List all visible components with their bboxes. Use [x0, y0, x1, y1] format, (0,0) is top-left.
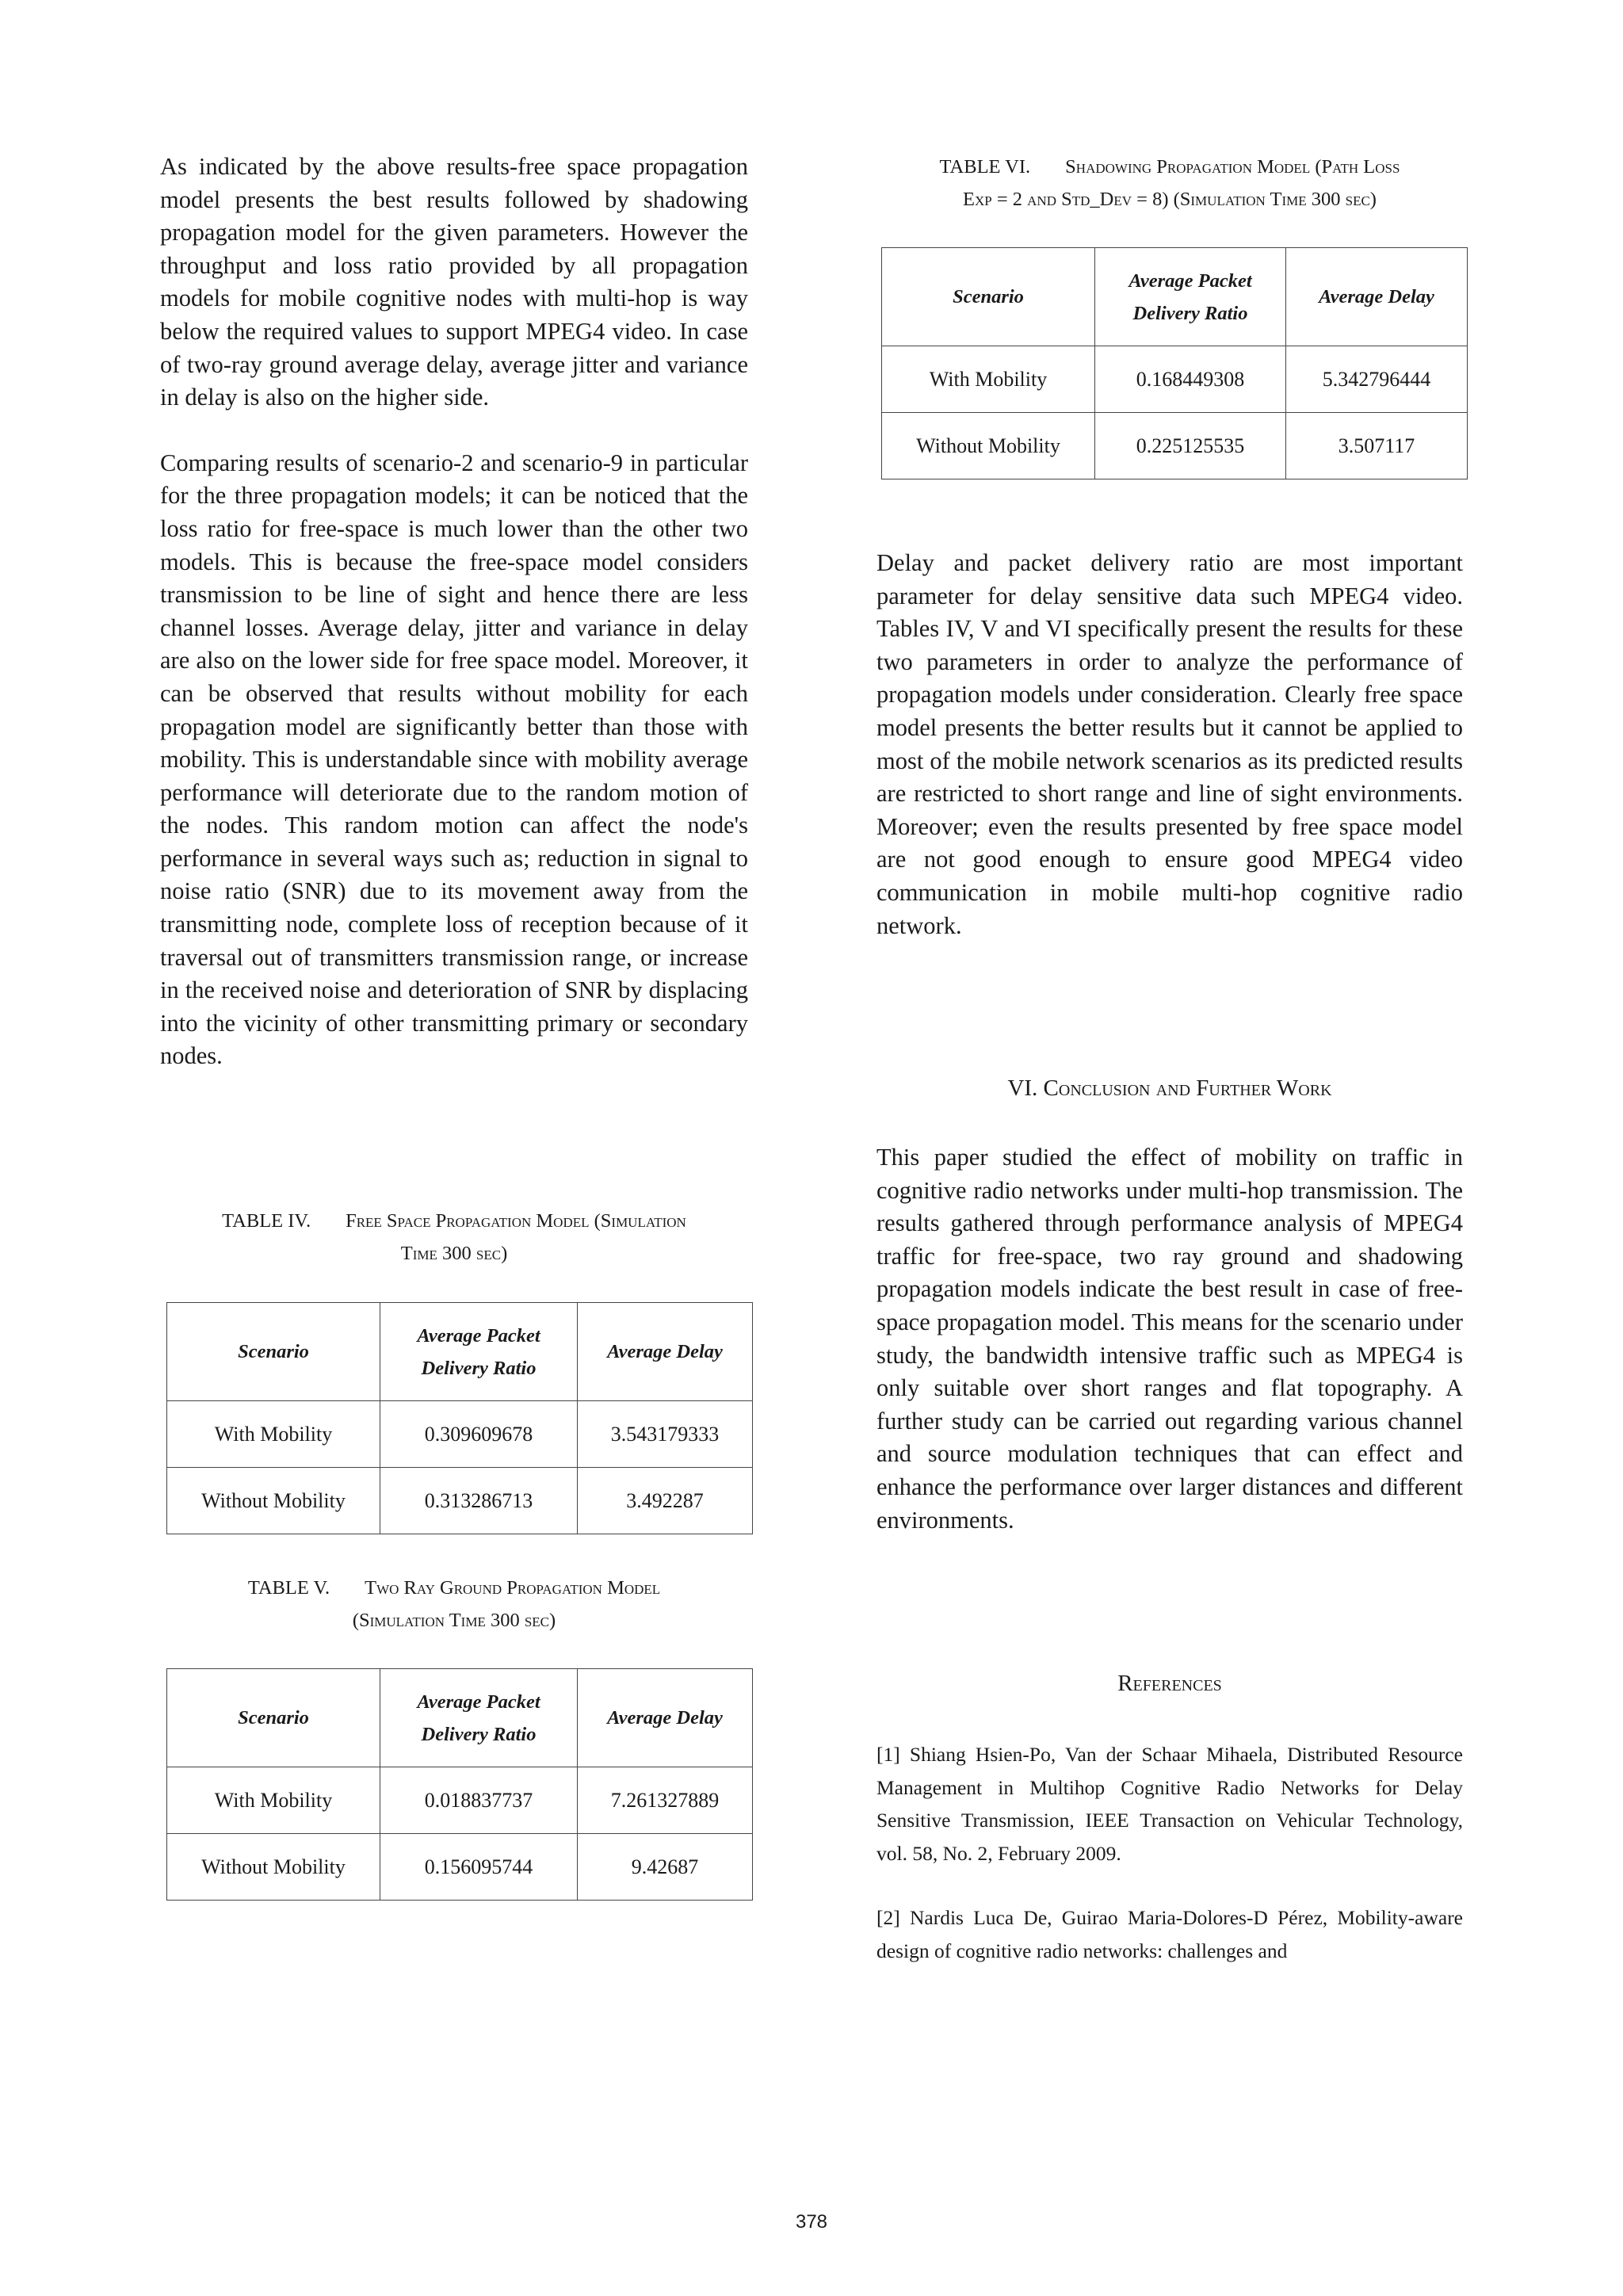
body-paragraph: This paper studied the effect of mobility on traffic in cognitive radio networks under multi-hop transmission. The results gathered through performance analysis of MPEG4 traffic for free-space, two ray ground and shadowing propagation models indicate the best result in case of free-space propagation model. This means for the scenario under study, the bandwidth intensive traffic such as MPEG4 is only suitable over short ranges and flat topography. A further study can be carried out regarding various channel and source modulation techniques that can effect and enhance the performance over larger distances and different environments.	[876, 1144, 1463, 1534]
body-paragraph: As indicated by the above results-free space propagation model presents the best results followed by shadowing propagation model for the given parameters. However the throughput and loss ratio provided by all propagation models for mobile cognitive nodes with multi-hop is way below the required values to support MPEG4 video. In case of two-ray ground average delay, average jitter and variance in delay is also on the higher side.	[160, 153, 748, 411]
table-row	[882, 346, 1468, 413]
table-title: Exp = 2 and Std_Dev = 8) (Simulation Time 300 sec)	[963, 189, 1377, 210]
table-cell: 7.261327889	[578, 1767, 753, 1834]
table-title: Free Space Propagation Model (Simulation	[346, 1210, 686, 1232]
table-cell: Without Mobility	[167, 1834, 380, 1901]
table-title: Shadowing Propagation Model (Path Loss	[1065, 156, 1400, 178]
table-cell: 0.313286713	[380, 1468, 578, 1534]
table-header: Scenario	[167, 1303, 380, 1401]
table-row	[167, 1767, 753, 1834]
references-list	[876, 1738, 1463, 1967]
table-header: Average Delay	[1286, 248, 1468, 346]
references-heading: References	[1117, 1671, 1222, 1696]
table-header: Average Delay	[578, 1303, 753, 1401]
table-6-caption	[876, 151, 1463, 216]
reference-item: [2] Nardis Luca De, Guirao Maria-Dolores-D Pérez, Mobility-aware design of cognitive radio networks: challenges and	[876, 1906, 1463, 1962]
table-cell: 9.42687	[578, 1834, 753, 1901]
table-cell: 0.225125535	[1095, 413, 1286, 479]
table-cell: With Mobility	[882, 346, 1095, 413]
table-cell: 0.018837737	[380, 1767, 578, 1834]
table-title: Time 300 sec)	[400, 1243, 508, 1264]
table-header: Average Delay	[578, 1669, 753, 1767]
body-paragraph: Comparing results of scenario-2 and scenario-9 in particular for the three propagation models; it can be noticed that the loss ratio for free-space is much lower than the other two models. This is because the free-space model considers transmission to be line of sight and hence there are less channel losses. Average delay, jitter and variance in delay are also on the lower side for free space model. Moreover, it can be observed that results without mobility for each propagation model are significantly better than those with mobility. This is understandable since with mobility average performance will deteriorate due to the random motion of the nodes. This random motion can affect the node's performance in several ways such as; reduction in signal to noise ratio (SNR) due to its movement away from the transmitting node, complete loss of reception because of it traversal out of transmitters transmission range, or increase in the received noise and deterioration of SNR by displacing into the vicinity of other transmitting primary or secondary nodes.	[160, 449, 748, 1070]
table-row	[882, 413, 1468, 479]
table-row	[167, 1401, 753, 1468]
right-column-body	[876, 547, 1463, 942]
table-5	[166, 1668, 753, 1901]
table-row	[167, 1468, 753, 1534]
table-cell: 5.342796444	[1286, 346, 1468, 413]
reference-item: [1] Shiang Hsien-Po, Van der Schaar Mihaela, Distributed Resource Management in Multihop Cognitive Radio Networks for Delay Sensitive Transmission, IEEE Transaction on Vehicular Technology, vol. 58, No. 2, February 2009.	[876, 1743, 1463, 1865]
table-title: (Simulation Time 300 sec)	[352, 1610, 556, 1631]
table-cell: Without Mobility	[167, 1468, 380, 1534]
table-5-caption	[160, 1572, 748, 1637]
table-header: Average Packet Delivery Ratio	[1095, 248, 1286, 346]
table-cell: With Mobility	[167, 1767, 380, 1834]
table-cell: 0.168449308	[1095, 346, 1286, 413]
table-label: TABLE IV.	[222, 1210, 311, 1232]
conclusion-section	[876, 1141, 1463, 1537]
table-cell: 3.507117	[1286, 413, 1468, 479]
table-header: Scenario	[882, 248, 1095, 346]
table-row	[167, 1834, 753, 1901]
table-header: Average Packet Delivery Ratio	[380, 1303, 578, 1401]
left-column	[160, 151, 748, 1073]
table-cell: Without Mobility	[882, 413, 1095, 479]
page-number: 378	[795, 2211, 828, 2233]
table-4-caption	[160, 1205, 748, 1270]
section-heading: VI. Conclusion and Further Work	[1007, 1075, 1332, 1101]
table-cell: 3.543179333	[578, 1401, 753, 1468]
table-6	[881, 247, 1468, 479]
table-cell: 3.492287	[578, 1468, 753, 1534]
table-header: Average Packet Delivery Ratio	[380, 1669, 578, 1767]
table-label: TABLE V.	[247, 1577, 330, 1599]
table-cell: With Mobility	[167, 1401, 380, 1468]
table-header: Scenario	[167, 1669, 380, 1767]
table-title: Two Ray Ground Propagation Model	[365, 1577, 661, 1599]
table-cell: 0.309609678	[380, 1401, 578, 1468]
table-4	[166, 1302, 753, 1534]
body-paragraph: Delay and packet delivery ratio are most important parameter for delay sensitive data such MPEG4 video. Tables IV, V and VI specifically present the results for these two parameters in order to analyze the performance of propagation models under consideration. Clearly free space model presents the better results but it cannot be applied to most of the mobile network scenarios as its predicted results are restricted to short range and line of sight environments. Moreover; even the results presented by free space model are not good enough to ensure good MPEG4 video communication in mobile multi-hop cognitive radio network.	[876, 549, 1463, 939]
table-label: TABLE VI.	[939, 156, 1031, 178]
table-cell: 0.156095744	[380, 1834, 578, 1901]
